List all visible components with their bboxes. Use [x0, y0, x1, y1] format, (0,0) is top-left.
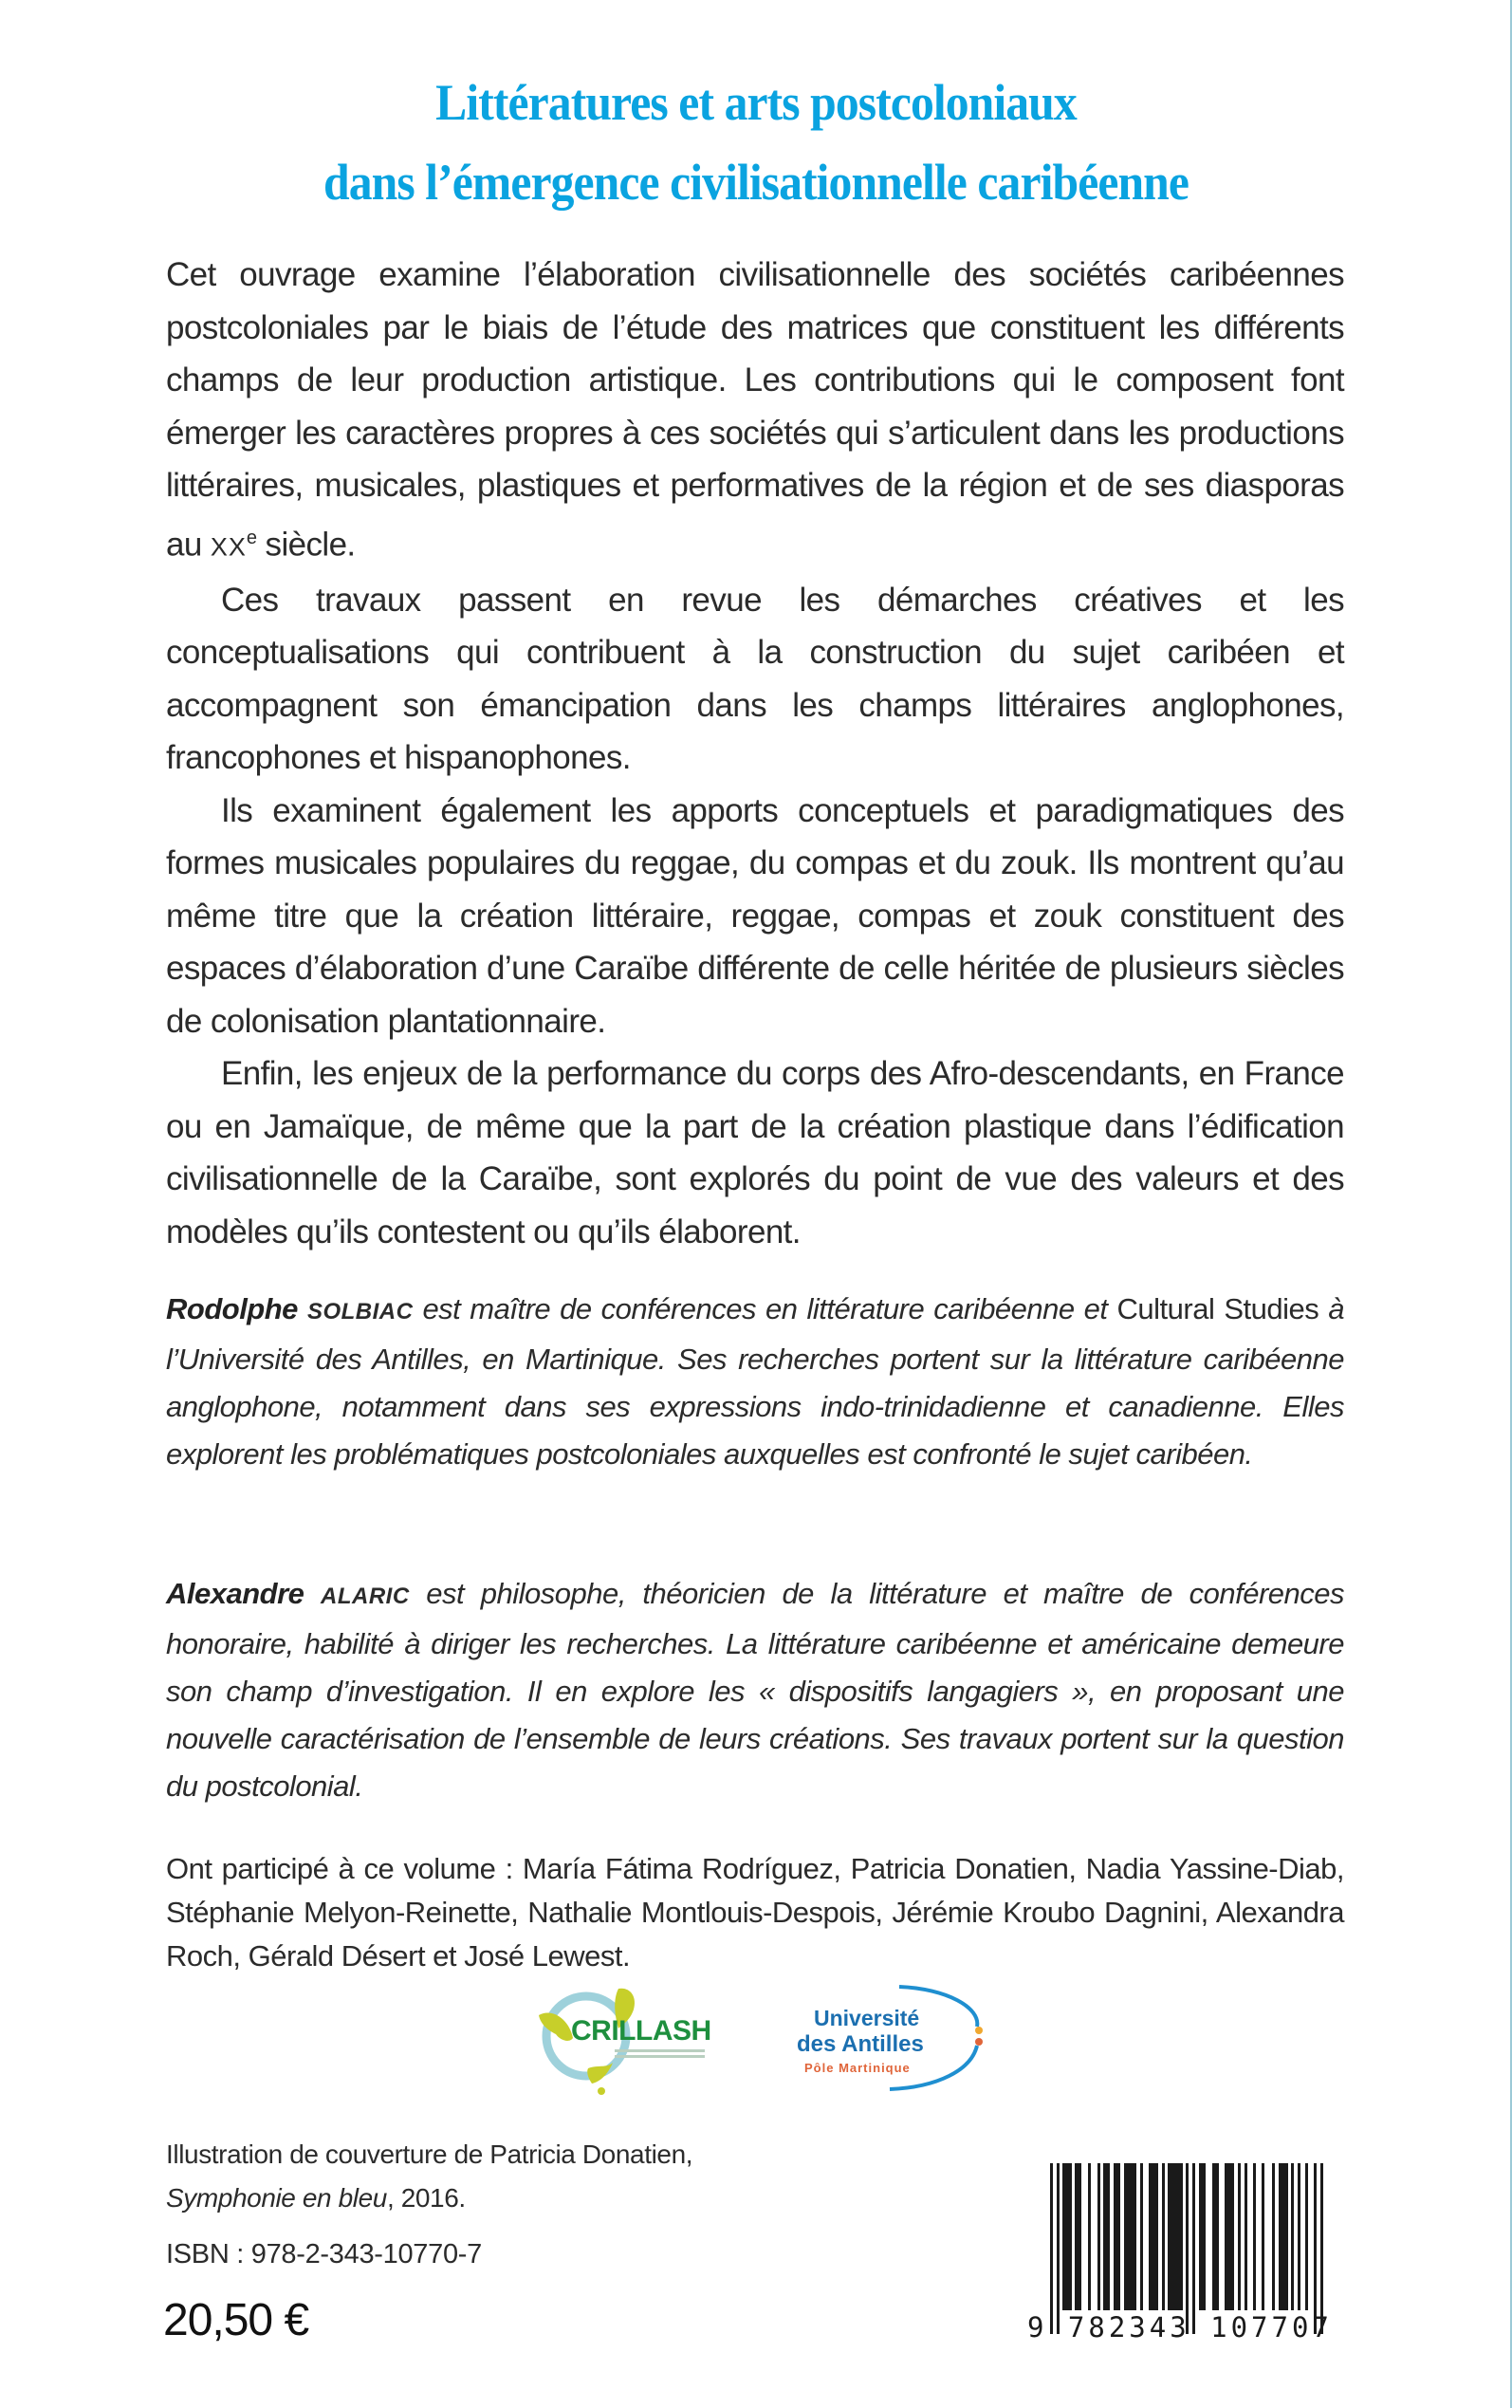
summary-p1-end: siècle. [256, 526, 356, 564]
author-bio-alaric [166, 1570, 1344, 1810]
author-last-name: ALARIC [321, 1584, 410, 1609]
author-last-name: SOLBIAC [306, 1299, 414, 1324]
summary-p1-text: Cet ouvrage examine l’élaboration civilisationnelle des sociétés caribéennes postcoloniales par le biais de l’étude des matrices que constituent les différents champs de leur production artistique. Les contributions qui le composent font émerger les caractères propres à ces sociétés qui s’articulent dans les productions littéraires, musicales, plastiques et performatives de la région et de ses diasporas au [166, 256, 1344, 564]
author-bio-text: est maître de conférences en littérature caribéenne et [413, 1292, 1117, 1325]
author-bio-text: est philosophe, théoricien de la littérature et maître de conférences honoraire, habilité à diriger les recherches. La littérature caribéenne et américaine demeure son champ d’investigation. Il en explore les « dispositifs langagiers », en proposant une nouvelle caractérisation de l’ensemble de leurs créations. Ses travaux portent sur la question du postcolonial. [166, 1577, 1344, 1803]
artwork-title: Symphonie en bleu [166, 2183, 387, 2213]
book-title [0, 63, 1512, 222]
credit-line-1: Illustration de couverture de Patricia Donatien, [166, 2139, 693, 2169]
author-first-name: Alexandre [166, 1577, 304, 1610]
crillash-subtitle-lines [615, 2049, 705, 2052]
author-bio-text-2: à l’Université des Antilles, en Martinique. Ses recherches portent sur la littérature caribéenne anglophone, notamment dans ses expressions indo-trinidadienne et canadienne. Elles explorent les problématiques postcoloniales auxquelles est confronté le sujet caribéen. [166, 1292, 1344, 1471]
credit-line-2 [166, 2176, 692, 2220]
century-superscript: e [246, 527, 257, 548]
price: 20,50 € [163, 2295, 309, 2345]
isbn: ISBN : 978-2-343-10770-7 [166, 2239, 482, 2269]
summary-paragraph-2: Ces travaux passent en revue les démarches créatives et les conceptualisations qui contribuent à la construction du sujet caribéen et accompagnent son émancipation dans les champs littéraires anglophones, francophones et hispanophones. [166, 581, 1344, 777]
title-line-1: Littératures et arts postcoloniaux [435, 74, 1077, 131]
barcode-digits: 9 782343 107707 [1027, 2311, 1333, 2343]
summary [166, 249, 1344, 1258]
author-bio-solbiac [166, 1286, 1344, 1478]
summary-paragraph-4: Enfin, les enjeux de la performance du corps des Afro-descendants, en France ou en Jamaïque, de même que la part de la création plastique dans l’édification civilisationnelle de la Caraïbe, sont explorés du point de vue des valeurs et des modèles qu’ils contestent ou qu’ils élaborent. [166, 1055, 1344, 1250]
title-line-2: dans l’émergence civilisationnelle caribéenne [323, 154, 1189, 211]
summary-paragraph-1 [166, 249, 1344, 574]
univ-line-1: Université [814, 2006, 920, 2030]
univ-line-2: des Antilles [797, 2031, 924, 2057]
century-numeral: XX [210, 532, 247, 562]
summary-paragraph-3: Ils examinent également les apports conceptuels et paradigmatiques des formes musicales populaires du reggae, du compas et du zouk. Ils montrent qu’au même titre que la création littéraire, reggae, compas et zouk constituent des espaces d’élaboration d’une Caraïbe différente de celle héritée de plusieurs siècles de colonisation plantationnaire. [166, 791, 1344, 1040]
author-bio-roman: Cultural Studies [1116, 1292, 1319, 1325]
crillash-logo [531, 1981, 711, 2100]
contributors: Ont participé à ce volume : María Fátima Rodríguez, Patricia Donatien, Nadia Yassine-Diab, Stéphanie Melyon-Reinette, Nathalie Montlouis-Despois, Jérémie Kroubo Dagnini, Alexandra Roch, Gérald Désert et José Lewest. [166, 1852, 1344, 1973]
author-first-name: Rodolphe [166, 1292, 298, 1325]
universite-antilles-logo [795, 1979, 985, 2095]
crillash-wordmark: CRILLASH [571, 2015, 711, 2047]
univ-line-3: Pôle Martinique [804, 2061, 911, 2075]
cover-illustration-credit [166, 2133, 692, 2220]
artwork-year: , 2016. [386, 2183, 466, 2213]
